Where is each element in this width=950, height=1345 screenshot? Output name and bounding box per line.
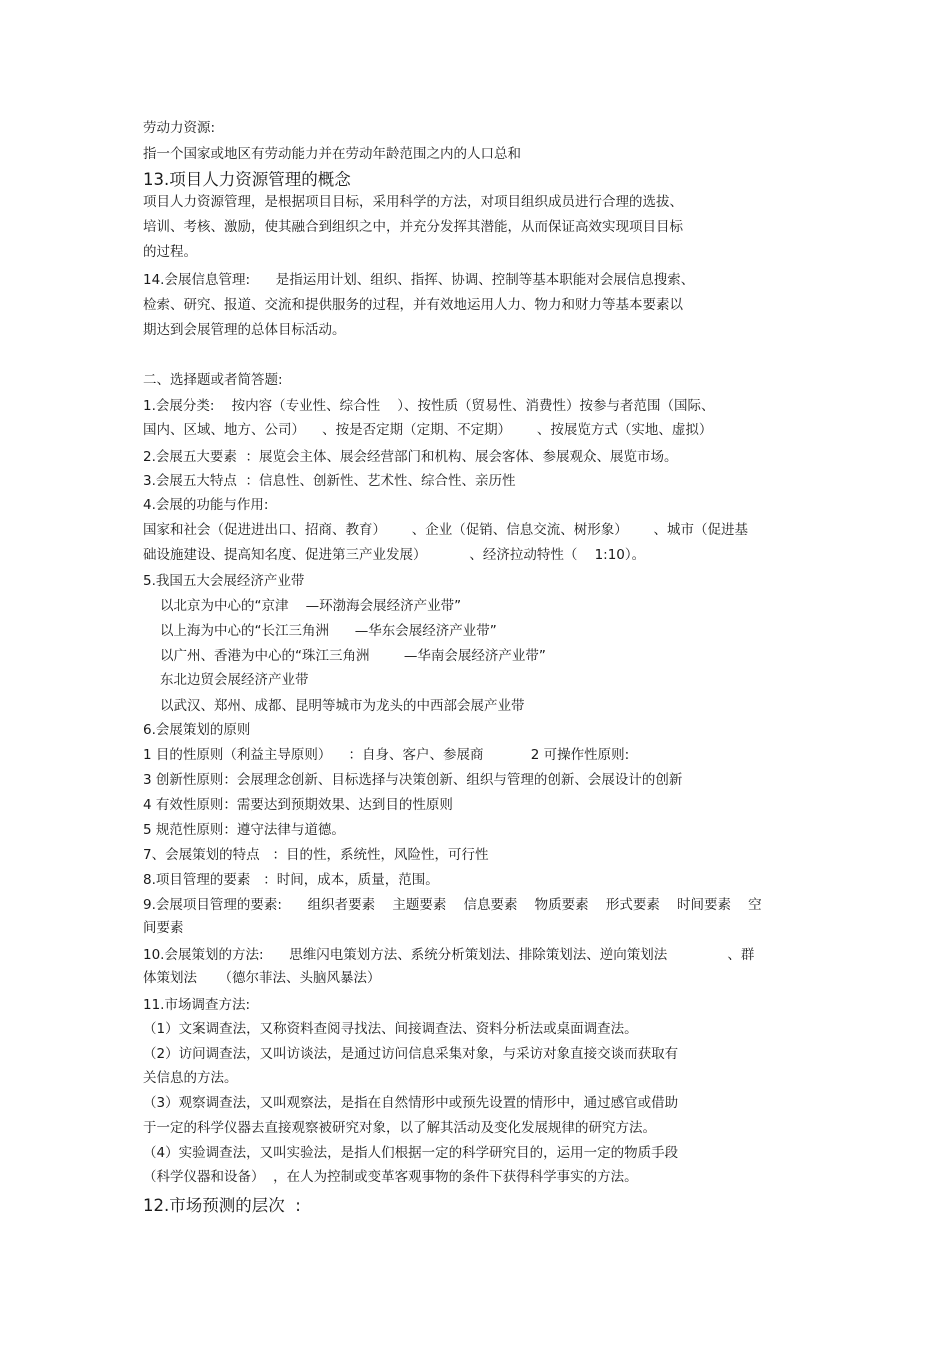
labor-resource-title: 劳动力资源: [143,120,216,136]
q11-line: 关信息的方法。 [143,1070,238,1086]
q11-line: （科学仪器和设备） ，在人为控制或变革客观事物的条件下获得科学事实的方法。 [143,1169,638,1185]
q5-item: 东北边贸会展经济产业带 [160,672,309,688]
paragraph-13-line: 项目人力资源管理，是根据项目目标，采用科学的方法，对项目组织成员进行合理的选拔、 [143,194,683,210]
q11-line: 于一定的科学仪器去直接观察被研究对象，以了解其活动及变化发展规律的研究方法。 [143,1120,656,1136]
q4-line: 国家和社会（促进进出口、招商、教育） 、企业（促销、信息交流、树形象） 、城市（促进基 [143,522,748,538]
q5-item: 以武汉、郑州、成都、昆明等城市为龙头的中西部会展产业带 [160,698,525,714]
labor-resource-definition: 指一个国家或地区有劳动能力并在劳动年龄范围之内的人口总和 [143,146,521,162]
q4-line: 础设施建设、提高知名度、促进第三产业发展） 、经济拉动特性（ 1:10）。 [143,547,646,563]
paragraph-14-line: 检索、研究、报道、交流和提供服务的过程，并有效地运用人力、物力和财力等基本要素以 [143,297,683,313]
q2-line: 2.会展五大要素 ：展览会主体、展会经营部门和机构、展会客体、参展观众、展览市场。 [143,449,678,465]
q10-line: 体策划法 （德尔菲法、头脑风暴法） [143,970,381,986]
q1-line: 1.会展分类: 按内容（专业性、综合性 ）、按性质（贸易性、消费性）按参与者范围（国际、 [143,398,715,414]
q6-line: 5 规范性原则：遵守法律与道德。 [143,822,345,838]
q1-line: 国内、区域、地方、公司） 、按是否定期（定期、不定期） 、按展览方式（实地、虚拟） [143,422,713,438]
q11-title: 11.市场调查方法: [143,997,251,1013]
q4-title: 4.会展的功能与作用: [143,497,269,513]
q5-item: 以上海为中心的“长江三角洲 —华东会展经济产业带” [160,623,497,639]
q5-item: 以广州、香港为中心的“珠江三角洲 —华南会展经济产业带” [160,648,546,664]
q11-line: （2）访问调查法，又叫访谈法，是通过访问信息采集对象，与采访对象直接交谈而获取有 [143,1046,679,1062]
paragraph-14-line: 期达到会展管理的总体目标活动。 [143,322,346,338]
q8-line: 8.项目管理的要素 ：时间，成本，质量，范围。 [143,872,439,888]
q7-line: 7、会展策划的特点 ：目的性，系统性，风险性，可行性 [143,847,489,863]
q5-title: 5.我国五大会展经济产业带 [143,573,305,589]
q9-line: 间要素 [143,920,184,936]
heading-13: 13.项目人力资源管理的概念 [143,170,351,189]
q11-line: （1）文案调查法，又称资料查阅寻找法、间接调查法、资料分析法或桌面调查法。 [143,1021,638,1037]
q6-line: 3 创新性原则：会展理念创新、目标选择与决策创新、组织与管理的创新、会展设计的创新 [143,772,683,788]
paragraph-13-line: 培训、考核、激励，使其融合到组织之中，并充分发挥其潜能，从而保证高效实现项目目标 [143,219,683,235]
q6-title: 6.会展策划的原则 [143,722,251,738]
q10-line: 10.会展策划的方法: 思维闪电策划方法、系统分析策划法、排除策划法、逆向策划法 、群 [143,947,755,963]
heading-12: 12.市场预测的层次 : [143,1196,301,1215]
q6-line: 1 目的性原则（利益主导原则） ：自身、客户、参展商 2 可操作性原则: [143,747,630,763]
q11-line: （3）观察调查法，又叫观察法，是指在自然情形中或预先设置的情形中，通过感官或借助 [143,1095,679,1111]
q11-line: （4）实验调查法，又叫实验法，是指人们根据一定的科学研究目的，运用一定的物质手段 [143,1145,679,1161]
q3-line: 3.会展五大特点 ：信息性、创新性、艺术性、综合性、亲历性 [143,473,516,489]
q5-item: 以北京为中心的“京津 —环渤海会展经济产业带” [160,598,462,614]
section-2-heading: 二、选择题或者简答题: [143,372,283,388]
q9-line: 9.会展项目管理的要素: 组织者要素 主题要素 信息要素 物质要素 形式要素 时间要素 空 [143,897,762,913]
q6-line: 4 有效性原则：需要达到预期效果、达到目的性原则 [143,797,453,813]
paragraph-14-line: 14.会展信息管理: 是指运用计划、组织、指挥、协调、控制等基本职能对会展信息搜索、 [143,272,695,288]
paragraph-13-line: 的过程。 [143,244,197,260]
